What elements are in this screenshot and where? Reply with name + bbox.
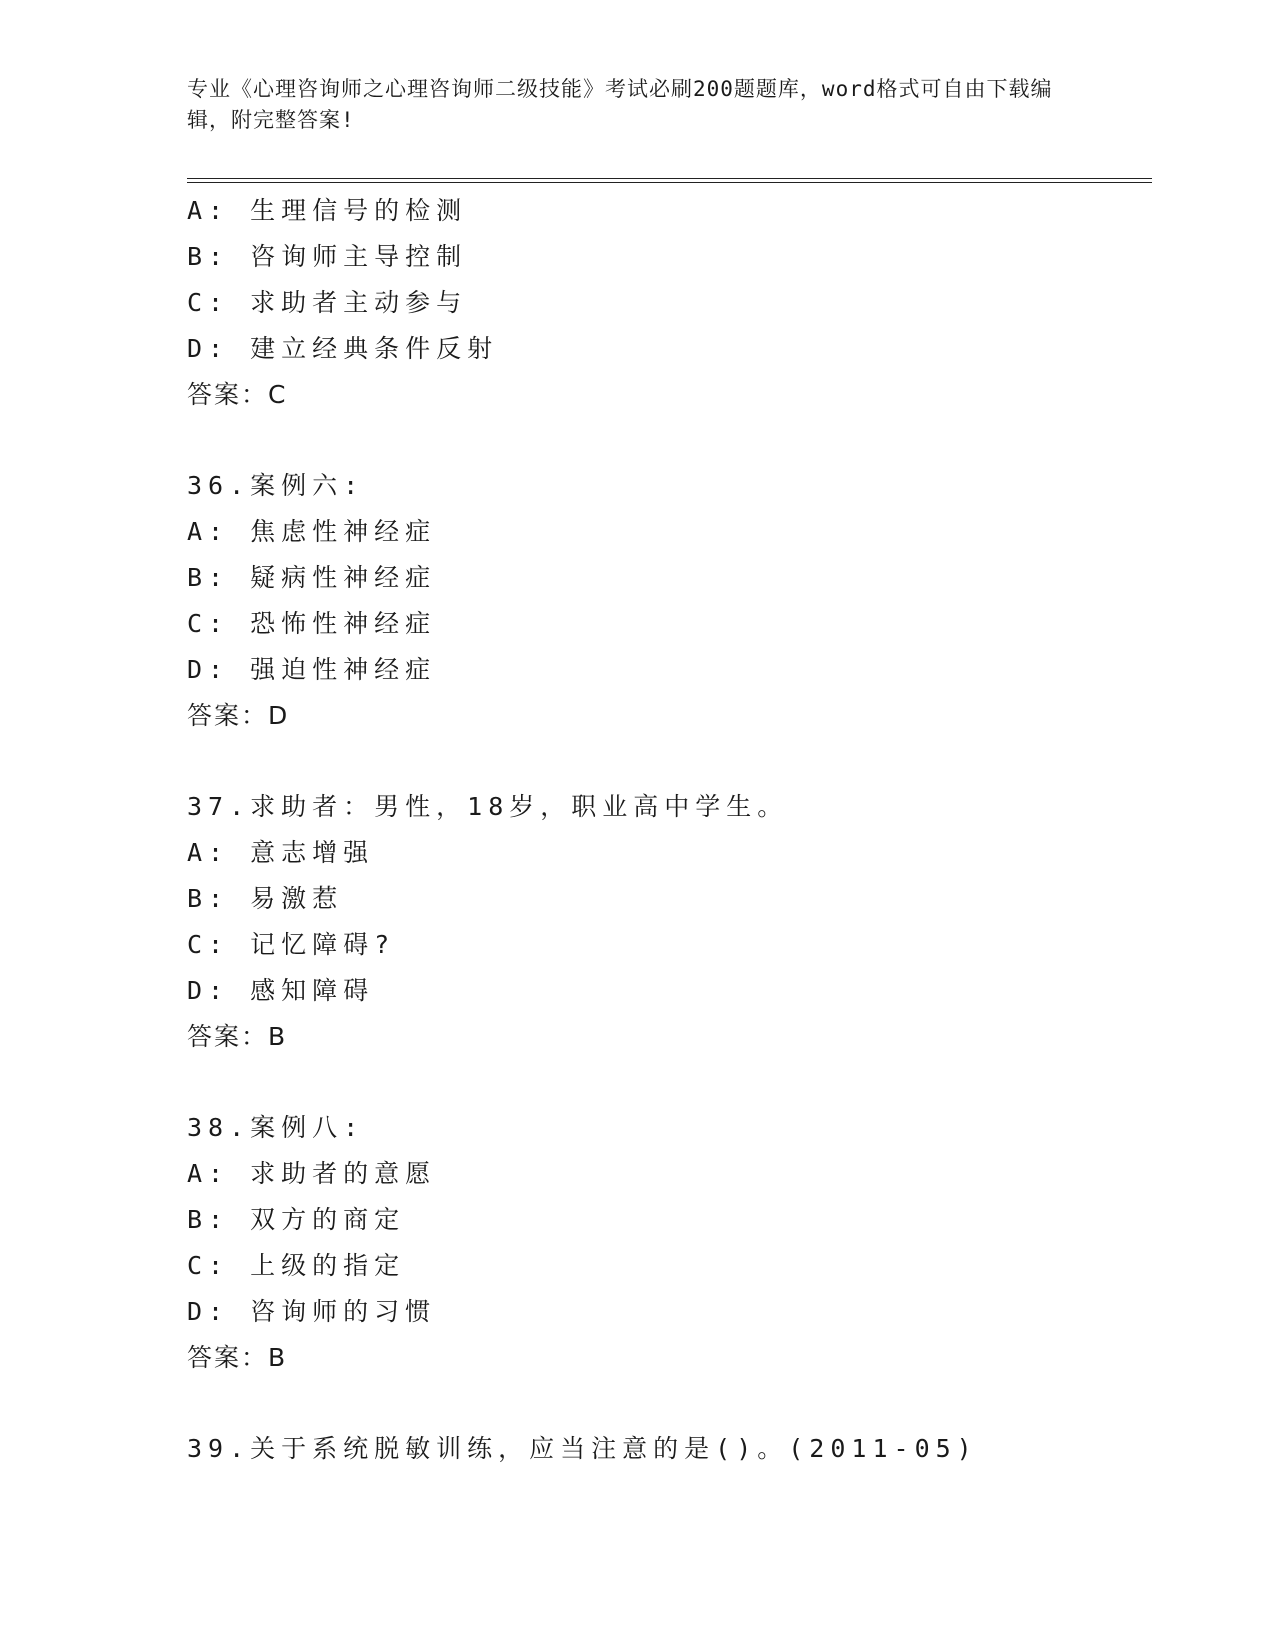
question-stem: 39.关于系统脱敏训练，应当注意的是()。(2011-05) [187, 1434, 978, 1463]
document-header [187, 74, 1067, 136]
spacer [187, 418, 1152, 463]
option-d: D: 感知障碍 [187, 976, 375, 1005]
option-c: C: 恐怖性神经症 [187, 609, 437, 638]
option-c: C: 上级的指定 [187, 1251, 406, 1280]
question-list [187, 188, 1152, 1472]
option-a: A: 生理信号的检测 [187, 196, 468, 225]
question-37 [187, 784, 1152, 1060]
option-a: A: 求助者的意愿 [187, 1159, 437, 1188]
option-c: C: 记忆障碍? [187, 930, 396, 959]
question-stem: 38.案例八: [187, 1113, 365, 1142]
option-b: B: 疑病性神经症 [187, 563, 437, 592]
option-d: D: 建立经典条件反射 [187, 334, 499, 363]
question-38 [187, 1105, 1152, 1381]
spacer [187, 1060, 1152, 1105]
option-b: B: 易激惹 [187, 884, 344, 913]
option-b: B: 咨询师主导控制 [187, 242, 468, 271]
spacer [187, 1381, 1152, 1426]
question-35 [187, 188, 1152, 418]
answer-line: 答案：D [187, 701, 290, 730]
question-36 [187, 463, 1152, 739]
question-39 [187, 1426, 1152, 1472]
option-b: B: 双方的商定 [187, 1205, 406, 1234]
spacer [187, 739, 1152, 784]
answer-line: 答案：B [187, 1022, 288, 1051]
header-text: 专业《心理咨询师之心理咨询师二级技能》考试必刷200题题库，word格式可自由下载编辑，附完整答案! [187, 77, 1053, 132]
option-d: D: 咨询师的习惯 [187, 1297, 437, 1326]
option-a: A: 焦虑性神经症 [187, 517, 437, 546]
option-c: C: 求助者主动参与 [187, 288, 468, 317]
option-a: A: 意志增强 [187, 838, 375, 867]
option-d: D: 强迫性神经症 [187, 655, 437, 684]
answer-line: 答案：C [187, 380, 288, 409]
question-stem: 37.求助者：男性，18岁，职业高中学生。 [187, 792, 789, 821]
answer-line: 答案：B [187, 1343, 288, 1372]
header-divider [187, 178, 1152, 183]
question-stem: 36.案例六: [187, 471, 365, 500]
